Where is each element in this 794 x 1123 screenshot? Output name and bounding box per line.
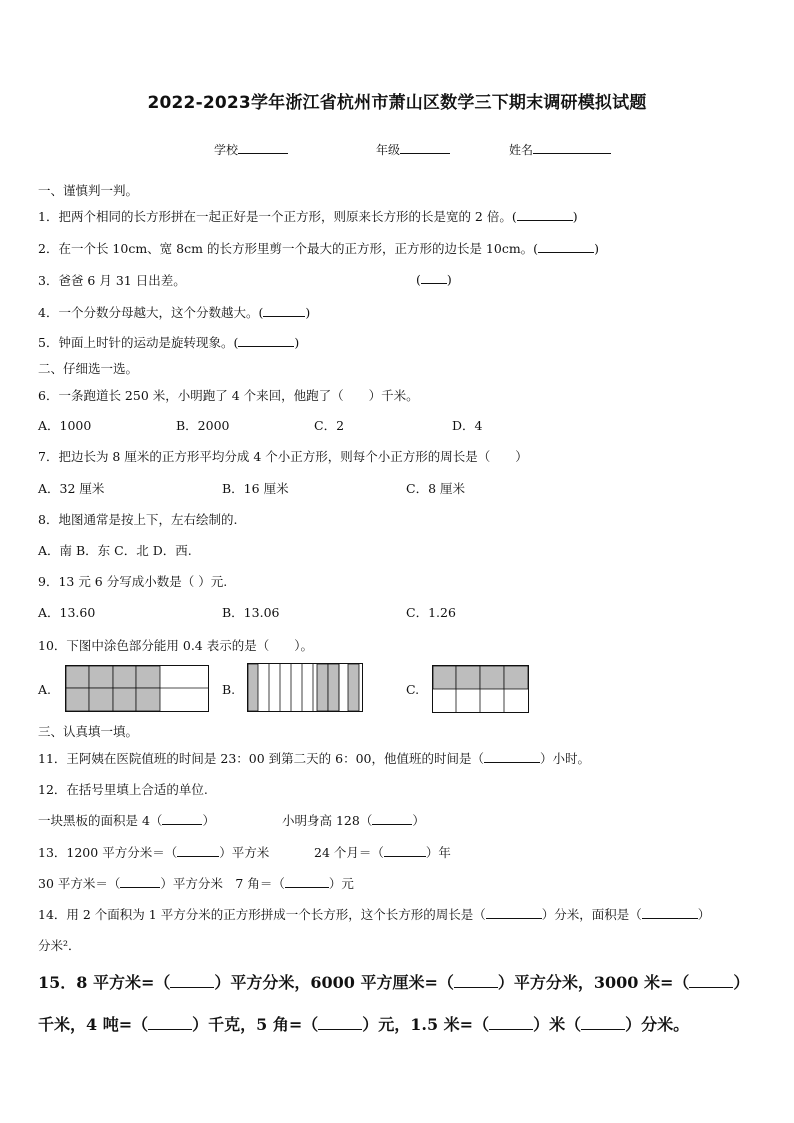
q15-b-blank[interactable] [454,972,498,988]
q15-c-blank[interactable] [689,972,733,988]
q1-answer-blank[interactable] [517,208,573,221]
q10-figure-c[interactable] [432,665,529,713]
question-12: 12．在括号里填上合适的单位. [38,782,208,797]
question-6: 6．一条跑道长 250 米，小明跑了 4 个来回，他跑了（ ）千米。 [38,388,419,403]
q6-option-a[interactable]: A．1000 [38,418,92,433]
q15-a-blank[interactable] [170,972,214,988]
question-9: 9．13 元 6 分写成小数是（ ）元. [38,574,228,589]
question-11: 11．王阿姨在医院值班的时间是 23：00 到第二天的 6：00，他值班的时间是（ ）小时。 [38,751,591,766]
question-4: 4．一个分数分母越大，这个分数越大。( ) [38,305,311,320]
question-8: 8．地图通常是按上下，左右绘制的. [38,512,238,527]
q3-answer: ( ) [416,272,452,287]
q12-b-blank[interactable] [372,812,412,825]
school-blank[interactable] [238,141,288,154]
school-field[interactable] [214,141,288,158]
question-14-cont: 分米²． [38,938,81,953]
q4-answer-blank[interactable] [263,304,305,317]
q13-a-blank[interactable] [177,844,219,857]
question-13-line-1b: 24 个月＝（ ）年 [314,845,451,860]
question-1: 1．把两个相同的长方形拼在一起正好是一个正方形，则原来长方形的长是宽的 2 倍。( ) [38,209,578,224]
section-3-heading: 三、认真填一填。 [38,724,139,739]
q15-d-blank[interactable] [148,1014,192,1030]
q6-option-b[interactable]: B．2000 [176,418,230,433]
q9-option-b[interactable]: B．13.06 [222,605,280,620]
question-5: 5．钟面上时针的运动是旋转现象。( ) [38,335,300,350]
q15-e-blank[interactable] [318,1014,362,1030]
question-2: 2．在一个长 10cm、宽 8cm 的长方形里剪一个最大的正方形，正方形的边长是 10cm。( ) [38,241,599,256]
q10-option-b-label[interactable]: B. [222,682,236,697]
grade-field[interactable] [376,141,450,158]
q13-c-blank[interactable] [120,875,160,888]
name-field[interactable] [509,141,611,158]
q14-b-blank[interactable] [642,906,698,919]
q11-answer-blank[interactable] [484,750,540,763]
q15-g-blank[interactable] [581,1014,625,1030]
q13-d-blank[interactable] [285,875,329,888]
question-13-line-2: 30 平方米＝（ ）平方分米 7 角＝（ ）元 [38,876,354,891]
school-label: 学校 [214,143,239,157]
q10-figure-b[interactable] [247,663,363,712]
name-label: 姓名 [509,143,534,157]
q7-option-a[interactable]: A．32 厘米 [38,481,105,496]
q10-option-c-label[interactable]: C. [406,682,420,697]
question-15-line-2: 千米，4 吨=（ ）千克，5 角=（ ）元，1.5 米=（ ）米（ ）分米。 [38,1015,690,1034]
page-title: 2022-2023学年浙江省杭州市萧山区数学三下期末调研模拟试题 [147,93,647,113]
q7-option-c[interactable]: C．8 厘米 [406,481,465,496]
q15-f-blank[interactable] [489,1014,533,1030]
q8-options[interactable]: A．南 B．东 C．北 D．西. [38,543,192,558]
section-1-heading: 一、谨慎判一判。 [38,183,139,198]
q6-option-d[interactable]: D．4 [452,418,483,433]
q9-option-a[interactable]: A．13.60 [38,605,96,620]
q5-answer-blank[interactable] [238,334,294,347]
q14-a-blank[interactable] [486,906,542,919]
q3-answer-blank[interactable] [421,271,447,284]
question-15-line-1: 15．8 平方米=（ ）平方分米，6000 平方厘米=（ ）平方分米，3000 米=（ ） [38,973,750,992]
q12-part-b: 小明身高 128（ ） [282,813,425,828]
q12-part-a: 一块黑板的面积是 4（ ） [38,813,215,828]
q10-figure-a[interactable] [65,665,209,712]
section-2-heading: 二、仔细选一选。 [38,361,139,376]
question-13-line-1: 13．1200 平方分米＝（ ）平方米 [38,845,270,860]
q13-b-blank[interactable] [384,844,426,857]
name-blank[interactable] [533,141,611,154]
question-14: 14．用 2 个面积为 1 平方分米的正方形拼成一个长方形，这个长方形的周长是（ ）分米，面积是（ ） [38,907,711,922]
q10-option-a-label[interactable]: A. [38,682,52,697]
q9-option-c[interactable]: C．1.26 [406,605,456,620]
question-10: 10．下图中涂色部分能用 0.4 表示的是（ ）。 [38,638,313,653]
q12-a-blank[interactable] [162,812,202,825]
q6-option-c[interactable]: C．2 [314,418,345,433]
grade-label: 年级 [376,143,401,157]
grade-blank[interactable] [400,141,450,154]
q7-option-b[interactable]: B．16 厘米 [222,481,289,496]
q2-answer-blank[interactable] [538,240,594,253]
question-7: 7．把边长为 8 厘米的正方形平均分成 4 个小正方形，则每个小正方形的周长是（ ） [38,449,528,464]
question-3: 3．爸爸 6 月 31 日出差。 [38,273,186,288]
